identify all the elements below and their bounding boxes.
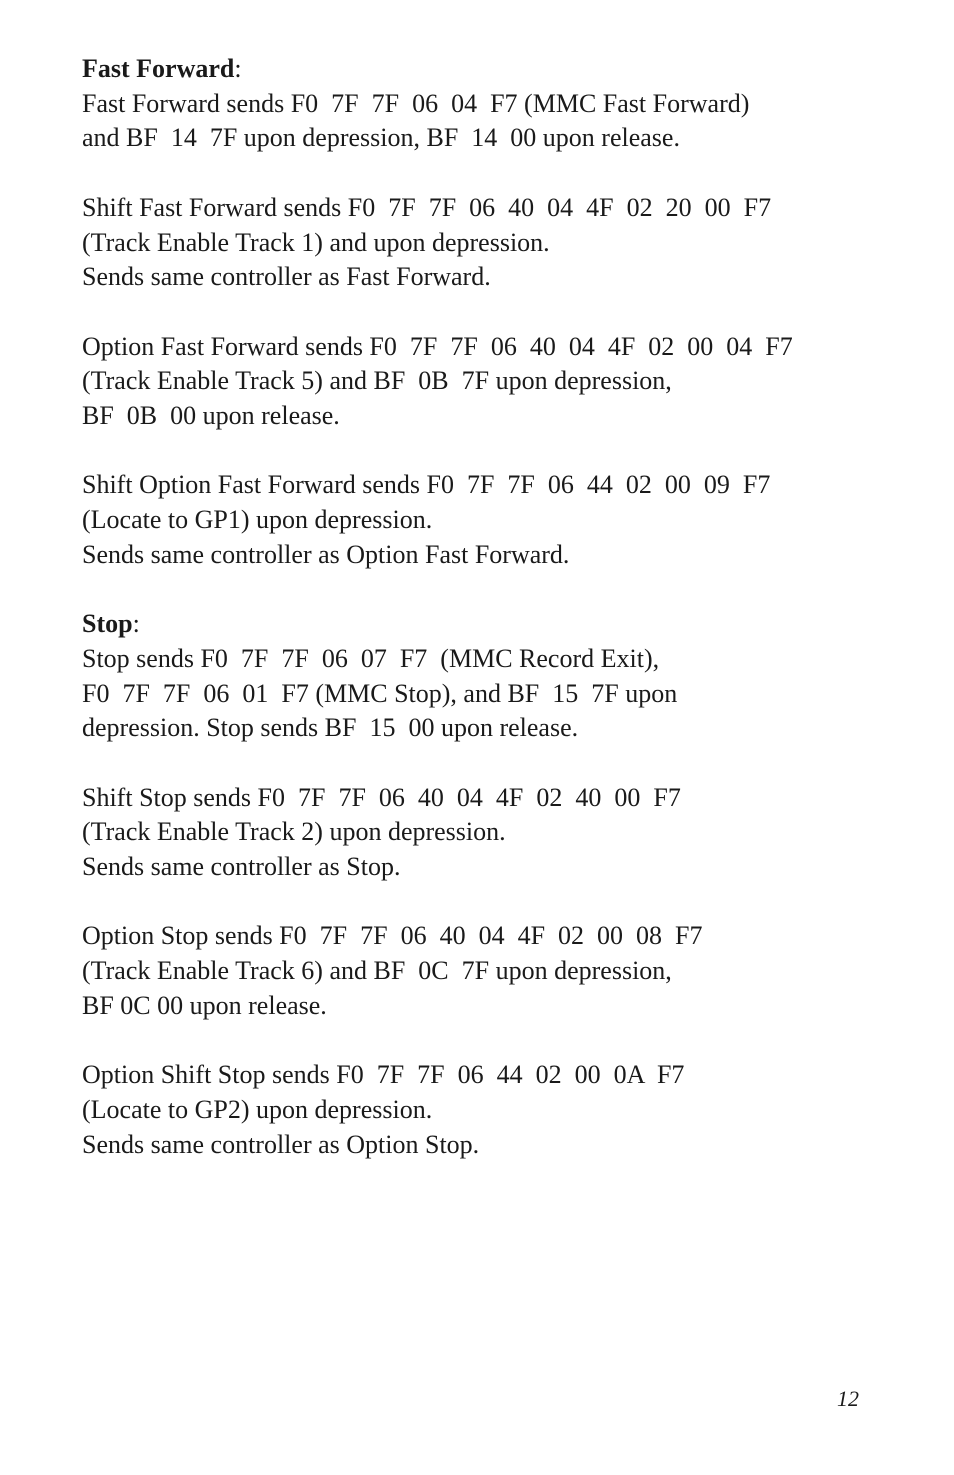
heading-suffix: :: [132, 609, 140, 639]
paragraph: [82, 191, 882, 295]
text-line: (Track Enable Track 6) and BF 0C 7F upon depression,: [82, 956, 672, 986]
page-number: 12: [837, 1386, 859, 1411]
text-line: depression. Stop sends BF 15 00 upon release.: [82, 713, 579, 743]
text-line: Option Stop sends F0 7F 7F 06 40 04 4F 02 00 08 F7: [82, 921, 703, 951]
text-line: Sends same controller as Stop.: [82, 852, 401, 882]
heading-text: Fast Forward: [82, 54, 235, 83]
text-line: Sends same controller as Fast Forward.: [82, 262, 491, 292]
text-line: Shift Fast Forward sends F0 7F 7F 06 40 04 4F 02 20 00 F7: [82, 192, 772, 222]
paragraph: [82, 330, 882, 434]
text-line: (Track Enable Track 5) and BF 0B 7F upon depression,: [82, 366, 672, 396]
paragraph: [82, 919, 882, 1023]
text-line: Stop sends F0 7F 7F 06 07 F7 (MMC Record Exit),: [82, 643, 660, 673]
text-line: Option Fast Forward sends F0 7F 7F 06 40 04 4F 02 00 04 F7: [82, 331, 793, 361]
text-line: Fast Forward sends F0 7F 7F 06 04 F7 (MMC Fast Forward): [82, 88, 750, 118]
section-heading: [82, 52, 882, 87]
paragraph: [82, 87, 882, 156]
text-line: (Locate to GP1) upon depression.: [82, 505, 433, 535]
page-body: [82, 52, 882, 1197]
text-line: (Track Enable Track 1) and upon depression.: [82, 227, 550, 257]
text-line: F0 7F 7F 06 01 F7 (MMC Stop), and BF 15 7F upon: [82, 678, 678, 708]
heading-suffix: :: [234, 54, 242, 83]
text-line: (Locate to GP2) upon depression.: [82, 1094, 433, 1124]
section-stop: [82, 607, 882, 1162]
text-line: Shift Stop sends F0 7F 7F 06 40 04 4F 02 40 00 F7: [82, 782, 681, 812]
paragraph: [82, 1058, 882, 1162]
section-fast-forward: [82, 52, 882, 573]
text-line: Sends same controller as Option Fast Forward.: [82, 539, 570, 569]
text-line: Shift Option Fast Forward sends F0 7F 7F 06 44 02 00 09 F7: [82, 470, 771, 500]
text-line: BF 0C 00 upon release.: [82, 990, 327, 1020]
text-line: BF 0B 00 upon release.: [82, 401, 340, 430]
heading-text: Stop: [82, 609, 133, 639]
paragraph: [82, 781, 882, 885]
paragraph: [82, 642, 882, 746]
paragraph: [82, 468, 882, 572]
text-line: (Track Enable Track 2) upon depression.: [82, 817, 506, 847]
text-line: Sends same controller as Option Stop.: [82, 1129, 480, 1159]
text-line: and BF 14 7F upon depression, BF 14 00 upon release.: [82, 123, 680, 153]
section-heading: [82, 607, 882, 642]
text-line: Option Shift Stop sends F0 7F 7F 06 44 02 00 0A F7: [82, 1060, 685, 1090]
